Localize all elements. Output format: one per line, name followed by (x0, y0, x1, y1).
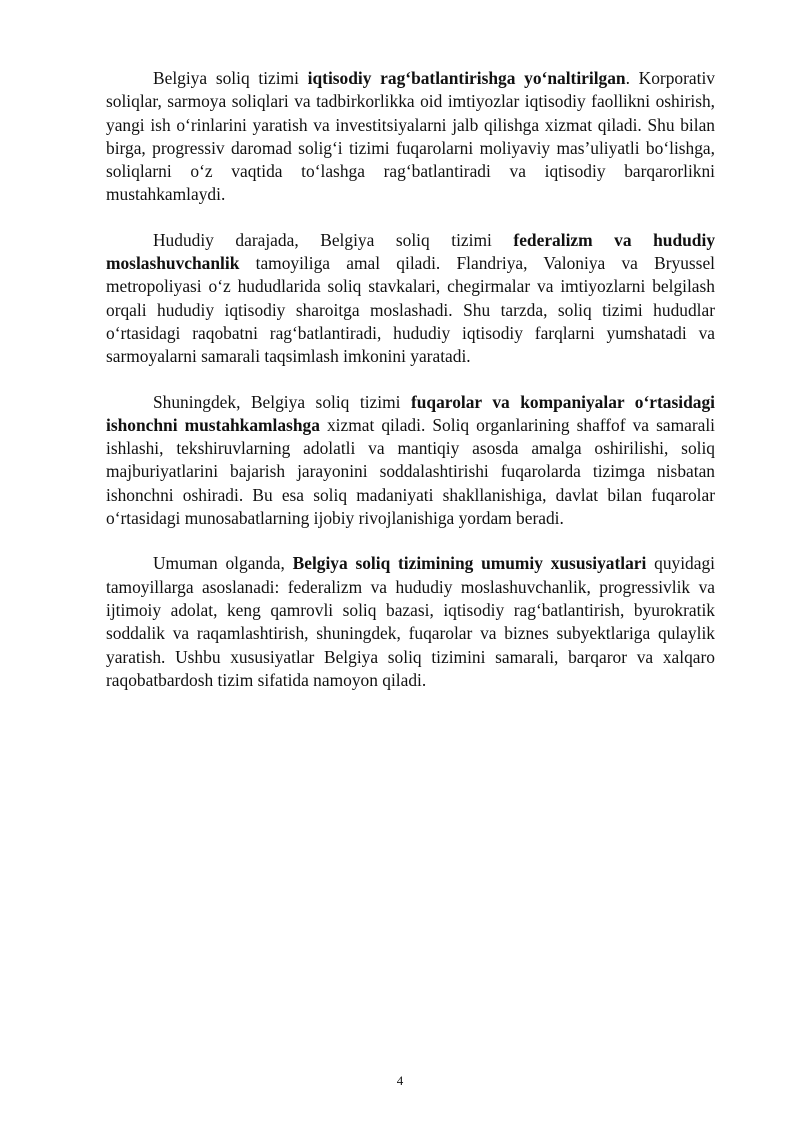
paragraph-bold-phrase: fuqarolar va kompaniyalar o‘rtasidagi ishonchni mustahkamlashga (106, 391, 715, 435)
paragraph-trust-building (106, 391, 715, 531)
paragraph-text: Umuman olganda, (153, 553, 293, 574)
paragraph-text: quyidagi tamoyillarga asoslanadi: federalizm va hududiy moslashuvchanlik, progressivlik va ijtimoiy adolat, keng qamrovli soliq bazasi, iqtisodiy rag‘batlantirish, byurokratik soddalik va raqamlashtirish, shuningdek, fuqarolar va biznes subyektlariga qulaylik yaratish. Ushbu xususiyatlar Belgiya soliq tizimini samarali, barqaror va xalqaro raqobatbardosh tizim sifatida namoyon qiladi. (106, 553, 715, 690)
paragraph-bold-phrase: iqtisodiy rag‘batlantirishga yo‘naltirilgan (307, 68, 626, 88)
paragraph-economic-incentives (106, 67, 715, 207)
paragraph-bold-phrase: federalizm va hududiy moslashuvchanlik (106, 229, 716, 274)
paragraph-regional-federalism (106, 229, 715, 369)
paragraph-text: Belgiya soliq tizimi (153, 68, 308, 88)
paragraph-bold-phrase: Belgiya soliq tizimining umumiy xususiyatlari (292, 553, 647, 574)
paragraph-text: . Korporativ soliqlar, sarmoya soliqlari va tadbirkorlikka oid imtiyozlar iqtisodiy faollikni oshirish, yangi ish o‘rinlarini yaratish va investitsiyalarni jalb qilishga xizmat qiladi. Shu bilan birga, progressiv daromad solig‘i tizimi fuqarolarni moliyaviy mas’uliyatli bo‘lishga, soliqlarni o‘z vaqtida to‘lashga rag‘batlantiradi va iqtisodiy barqarorlikni mustahkamlaydi. (106, 68, 715, 205)
paragraph-general-summary (106, 552, 715, 692)
paragraph-text: Shuningdek, Belgiya soliq tizimi (153, 391, 411, 412)
paragraph-text: Hududiy darajada, Belgiya soliq tizimi (153, 229, 514, 250)
paragraph-text: tamoyiliga amal qiladi. Flandriya, Valoniya va Bryussel metropoliyasi o‘z hududlarida soliq stavkalari, chegirmalar va imtiyozlarni belgilash orqali hududiy iqtisodiy sharoitga moslashadi. Shu tarzda, soliq tizimi hududlar o‘rtasidagi raqobatni rag‘batlantiradi, hududiy iqtisodiy farqlarni yumshatadi va sarmoyalarni samarali taqsimlash imkonini yaratadi. (106, 253, 715, 367)
page-number: 4 (396, 1073, 404, 1088)
document-page (106, 67, 715, 714)
paragraph-text: xizmat qiladi. Soliq organlarining shaffof va samarali ishlashi, tekshiruvlarning adolatli va mantiqiy asosda amalga oshirilishi, soliq majburiyatlarini bajarish jarayonini soddalashtirishi fuqarolarda tizimga nisbatan ishonchni oshiradi. Bu esa soliq madaniyati shakllanishiga, davlat bilan fuqarolar o‘rtasidagi munosabatlarning ijobiy rivojlanishiga yordam beradi. (106, 414, 715, 529)
